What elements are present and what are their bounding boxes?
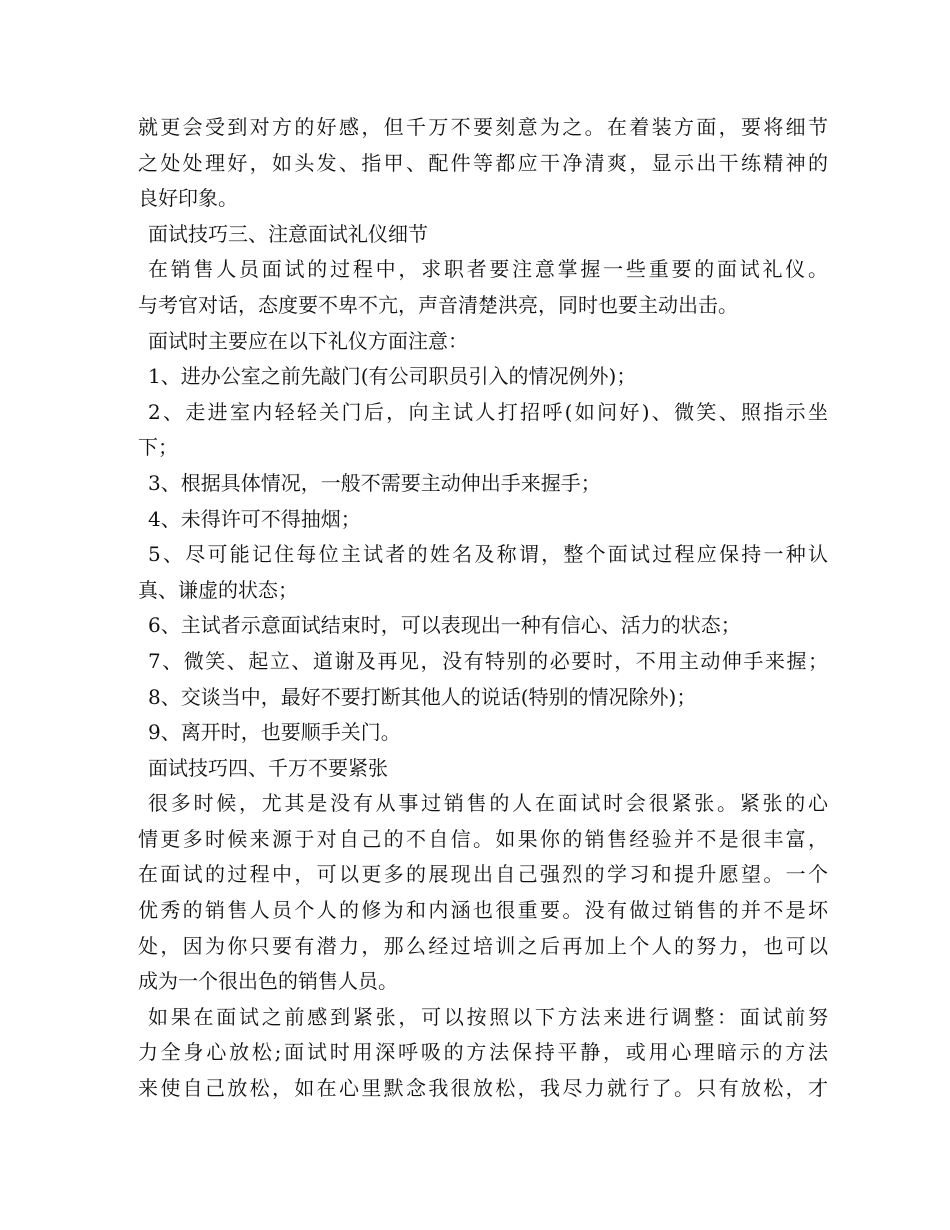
text-line: 面试时主要应在以下礼仪方面注意： — [148, 328, 468, 353]
text-line: 来使自己放松，如在心里默念我很放松，我尽力就行了。只有放松，才 — [138, 1076, 828, 1101]
text-line: 面试技巧四、千万不要紧张 — [148, 755, 388, 780]
text-line: 7、微笑、起立、道谢及再见，没有特别的必要时，不用主动伸手来握； — [148, 648, 828, 673]
text-line: 5、尽可能记住每位主试者的姓名及称谓，整个面试过程应保持一种认 — [148, 542, 828, 567]
text-line: 力全身心放松;面试时用深呼吸的方法保持平静，或用心理暗示的方法 — [138, 1040, 828, 1065]
text-line: 成为一个很出色的销售人员。 — [138, 969, 398, 994]
text-line: 很多时候，尤其是没有从事过销售的人在面试时会很紧张。紧张的心 — [148, 791, 828, 816]
text-line: 1、进办公室之前先敲门(有公司职员引入的情况例外)； — [148, 364, 637, 389]
text-line: 4、未得许可不得抽烟； — [148, 506, 361, 531]
text-line: 优秀的销售人员个人的修为和内涵也很重要。没有做过销售的并不是坏 — [138, 898, 828, 923]
text-line: 9、离开时，也要顺手关门。 — [148, 720, 401, 745]
text-line: 情更多时候来源于对自己的不自信。如果你的销售经验并不是很丰富， — [138, 826, 828, 851]
text-line: 就更会受到对方的好感，但千万不要刻意为之。在着装方面，要将细节 — [138, 115, 828, 139]
text-line: 8、交谈当中，最好不要打断其他人的说话(特别的情况除外)； — [148, 684, 697, 709]
text-line: 处，因为你只要有潜力，那么经过培训之后再加上个人的努力，也可以 — [138, 933, 828, 958]
text-line: 下； — [138, 435, 178, 460]
text-line: 在销售人员面试的过程中，求职者要注意掌握一些重要的面试礼仪。 — [148, 257, 828, 282]
text-line: 良好印象。 — [138, 186, 238, 211]
text-line: 面试技巧三、注意面试礼仪细节 — [148, 221, 428, 246]
text-line: 3、根据具体情况，一般不需要主动伸出手来握手； — [148, 470, 601, 495]
text-line: 6、主试者示意面试结束时，可以表现出一种有信心、活力的状态； — [148, 613, 741, 638]
document-page — [138, 110, 828, 1107]
text-line: 与考官对话，态度要不卑不亢，声音清楚洪亮，同时也要主动出击。 — [138, 292, 738, 317]
text-line: 之处处理好，如头发、指甲、配件等都应干净清爽，显示出干练精神的 — [138, 150, 828, 175]
text-line: 在面试的过程中，可以更多的展现出自己强烈的学习和提升愿望。一个 — [138, 862, 828, 887]
text-line: 真、谦虚的状态； — [138, 577, 298, 602]
text-line: 2、走进室内轻轻关门后，向主试人打招呼(如问好)、微笑、照指示坐 — [148, 399, 828, 424]
text-line: 如果在面试之前感到紧张，可以按照以下方法来进行调整：面试前努 — [148, 1004, 828, 1029]
